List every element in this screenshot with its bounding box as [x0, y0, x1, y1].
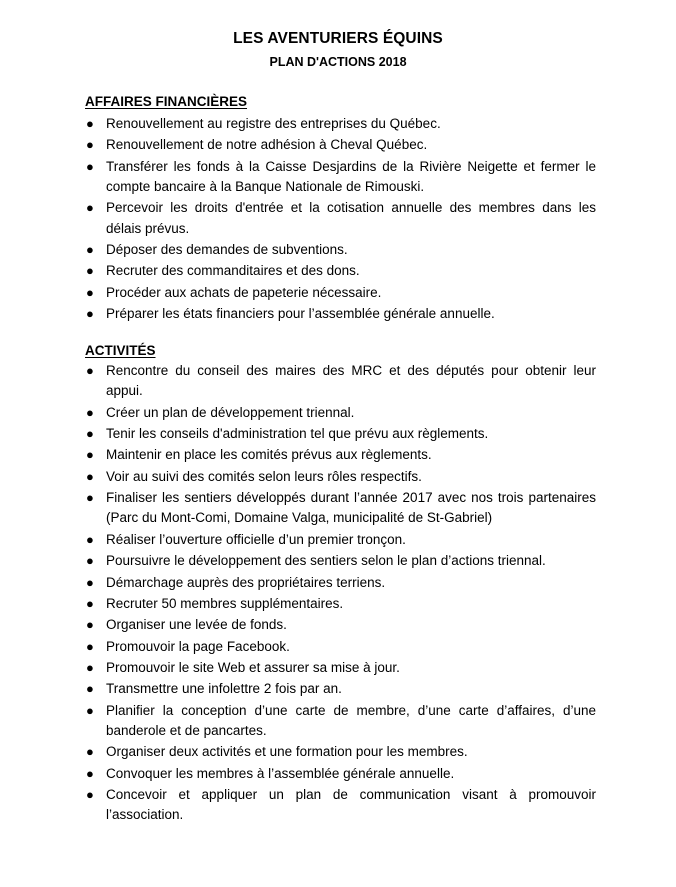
list-item [85, 764, 596, 784]
bullet-icon: ● [86, 263, 94, 279]
list-item-text: Démarchage auprès des propriétaires terriens. [106, 574, 386, 590]
list-item-text: Percevoir les droits d'entrée et la cotisation annuelle des membres dans les délais prévus. [106, 200, 596, 236]
bullet-icon: ● [86, 425, 94, 441]
list-item-text: Transférer les fonds à la Caisse Desjardins de la Rivière Neigette et fermer le compte bancaire à la Banque Nationale de Rimouski. [106, 158, 596, 194]
list-item [85, 551, 596, 571]
list-item-text: Convoquer les membres à l’assemblée générale annuelle. [106, 765, 455, 781]
list-item-text: Procéder aux achats de papeterie nécessaire. [106, 284, 382, 300]
bullet-icon: ● [86, 744, 94, 760]
bullet-icon: ● [86, 787, 94, 803]
bullet-icon: ● [86, 363, 94, 378]
list-item-text: Tenir les conseils d'administration tel que prévu aux règlements. [106, 425, 489, 441]
list-item [85, 114, 596, 134]
bullet-icon: ● [86, 553, 94, 569]
list-item [85, 240, 596, 260]
list-item-text: Renouvellement au registre des entreprises du Québec. [106, 116, 441, 131]
list-item [85, 785, 596, 825]
list-item-text: Recruter 50 membres supplémentaires. [106, 595, 344, 611]
list-item [85, 135, 596, 155]
bullet-icon: ● [86, 284, 94, 300]
list-item-text: Déposer des demandes de subventions. [106, 241, 348, 257]
bullet-icon: ● [86, 447, 94, 463]
list-item [85, 573, 596, 593]
list-item-text: Organiser deux activités et une formation pour les membres. [106, 744, 468, 760]
list-item [85, 198, 596, 238]
list-item-text: Renouvellement de notre adhésion à Cheval Québec. [106, 137, 428, 153]
list-item [85, 261, 596, 281]
document-subtitle: PLAN D'ACTIONS 2018 [269, 55, 407, 69]
list-item-text: Créer un plan de développement triennal. [106, 404, 355, 420]
bullet-icon: ● [86, 702, 94, 718]
list-item-text: Poursuivre le développement des sentiers selon le plan d’actions triennal. [106, 553, 546, 569]
list-item [85, 594, 596, 614]
list-item [85, 424, 596, 444]
section-heading-financial: AFFAIRES FINANCIÈRES [85, 94, 248, 109]
list-item-text: Maintenir en place les comités prévus aux règlements. [106, 447, 432, 463]
bullet-icon: ● [86, 158, 94, 174]
bullet-icon: ● [86, 681, 94, 697]
bullet-icon: ● [86, 468, 94, 484]
list-item-text: Recruter des commanditaires et des dons. [106, 263, 360, 279]
list-item-text: Voir au suivi des comités selon leurs rôles respectifs. [106, 468, 422, 484]
bullet-icon: ● [86, 306, 94, 322]
list-item [85, 637, 596, 657]
list-item-text: Transmettre une infolettre 2 fois par an. [106, 681, 342, 697]
list-item [85, 658, 596, 678]
list-item [85, 304, 596, 324]
list-item [85, 615, 596, 635]
bullet-icon: ● [86, 638, 94, 654]
list-item [85, 157, 596, 197]
list-item [85, 679, 596, 699]
list-item-text: Rencontre du conseil des maires des MRC et des députés pour obtenir leur appui. [106, 363, 596, 399]
bullet-icon: ● [86, 404, 94, 420]
bullet-icon: ● [86, 765, 94, 781]
list-item [85, 530, 596, 550]
bullet-icon: ● [86, 200, 94, 216]
bullet-icon: ● [86, 241, 94, 257]
bullet-icon: ● [86, 595, 94, 611]
list-item-text: Réaliser l’ouverture officielle d’un premier tronçon. [106, 531, 406, 547]
bullet-icon: ● [86, 137, 94, 153]
bullet-icon: ● [86, 490, 94, 506]
list-item [85, 488, 596, 528]
list-item [85, 403, 596, 423]
document-title: LES AVENTURIERS ÉQUINS [233, 30, 443, 47]
list-item [85, 445, 596, 465]
list-item [85, 283, 596, 303]
bullet-icon: ● [86, 531, 94, 547]
activities-bullet-list [85, 361, 596, 827]
list-item-text: Concevoir et appliquer un plan de communication visant à promouvoir l’association. [106, 787, 596, 823]
bullet-icon: ● [86, 617, 94, 633]
bullet-icon: ● [86, 116, 94, 131]
list-item-text: Organiser une levée de fonds. [106, 617, 287, 633]
list-item [85, 467, 596, 487]
list-item [85, 701, 596, 741]
list-item-text: Promouvoir le site Web et assurer sa mise à jour. [106, 660, 400, 676]
list-item-text: Promouvoir la page Facebook. [106, 638, 290, 654]
list-item [85, 742, 596, 762]
bullet-icon: ● [86, 574, 94, 590]
list-item-text: Finaliser les sentiers développés durant l’année 2017 avec nos trois partenaires (Parc du Mont-Comi, Domaine Valga, municipalité de St-Gabriel) [106, 490, 596, 526]
list-item-text: Préparer les états financiers pour l’assemblée générale annuelle. [106, 306, 495, 322]
financial-bullet-list [85, 114, 596, 326]
list-item [85, 361, 596, 401]
list-item-text: Planifier la conception d’une carte de membre, d’une carte d’affaires, d’une banderole et de pancartes. [106, 702, 596, 739]
bullet-icon: ● [86, 660, 94, 676]
section-heading-activities: ACTIVITÉS [85, 343, 156, 358]
